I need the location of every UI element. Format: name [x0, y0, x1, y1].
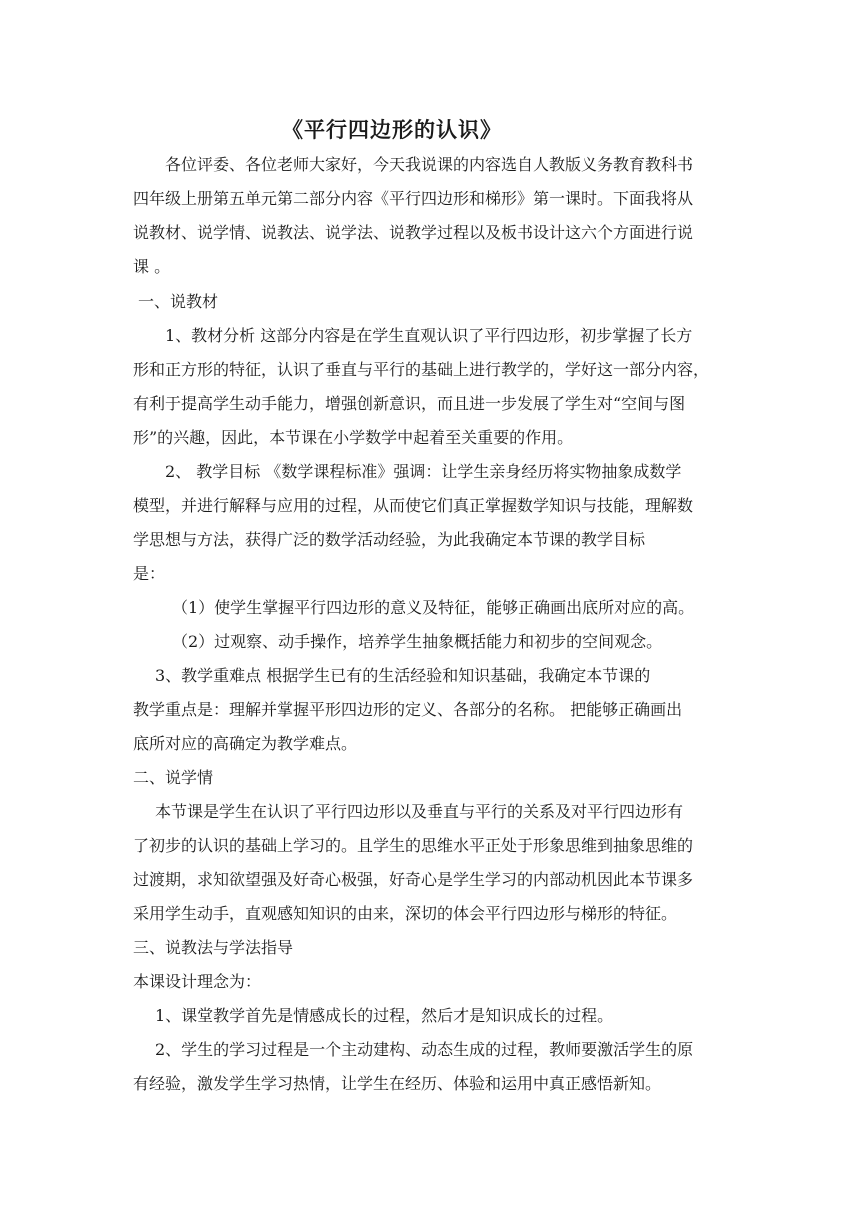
paragraph-line: 模型，并进行解释与应用的过程，从而使它们真正掌握数学知识与技能，理解数: [133, 496, 694, 515]
paragraph-line: 3、教学重难点 根据学生已有的生活经验和知识基础，我确定本节课的: [155, 666, 651, 685]
objective-item: （1）使学生掌握平行四边形的意义及特征，能够正确画出底所对应的高。: [172, 598, 695, 617]
section-heading: 一、说教材: [138, 292, 219, 311]
paragraph-line: 本课设计理念为：: [133, 972, 262, 991]
paragraph-line: 1、教材分析 这部分内容是在学生直观认识了平行四边形，初步掌握了长方: [165, 326, 693, 345]
paragraph-line: 各位评委、各位老师大家好，今天我说课的内容选自人教版义务教育教科书: [165, 155, 694, 174]
paragraph-line: 学思想与方法，获得广泛的数学活动经验，为此我确定本节课的教学目标: [133, 530, 646, 549]
paragraph-line: 有利于提高学生动手能力，增强创新意识，而且进一步发展了学生对“空间与图: [133, 394, 686, 413]
paragraph-line: 是：: [133, 564, 166, 583]
paragraph-line: 课 。: [133, 257, 171, 276]
principle-item: 2、学生的学习过程是一个主动建构、动态生成的过程，教师要激活学生的原: [155, 1040, 694, 1059]
paragraph-line: 了初步的认识的基础上学习的。且学生的思维水平正处于形象思维到抽象思维的: [133, 836, 694, 855]
paragraph-line: 教学重点是：理解并掌握平形四边形的定义、各部分的名称。 把能够正确画出: [133, 700, 683, 719]
paragraph-line: 形”的兴趣，因此，本节课在小学数学中起着至关重要的作用。: [133, 428, 574, 447]
paragraph-line: 本节课是学生在认识了平行四边形以及垂直与平行的关系及对平行四边形有: [155, 802, 684, 821]
paragraph-line: 四年级上册第五单元第二部分内容《平行四边形和梯形》第一课时。下面我将从: [133, 189, 694, 208]
paragraph-line: 有经验，激发学生学习热情，让学生在经历、体验和运用中真正感悟新知。: [133, 1074, 662, 1093]
principle-item: 1、课堂教学首先是情感成长的过程，然后才是知识成长的过程。: [155, 1006, 614, 1025]
document-title: 《平行四边形的认识》: [282, 117, 502, 142]
paragraph-line: 采用学生动手，直观感知知识的由来，深切的体会平行四边形与梯形的特征。: [133, 904, 678, 923]
paragraph-line: 形和正方形的特征，认识了垂直与平行的基础上进行教学的，学好这一部分内容，: [133, 360, 710, 379]
paragraph-line: 过渡期，求知欲望强及好奇心极强，好奇心是学生学习的内部动机因此本节课多: [133, 870, 694, 889]
paragraph-line: 说教材、说学情、说教法、说学法、说教学过程以及板书设计这六个方面进行说: [133, 223, 694, 242]
objective-item: （2）过观察、动手操作，培养学生抽象概括能力和初步的空间观念。: [172, 632, 663, 651]
section-heading: 二、说学情: [133, 768, 214, 787]
section-heading: 三、说教法与学法指导: [133, 938, 294, 957]
paragraph-line: 底所对应的高确定为教学难点。: [133, 734, 358, 753]
paragraph-line: 2、 教学目标 《数学课程标准》强调：让学生亲身经历将实物抽象成数学: [165, 462, 682, 481]
